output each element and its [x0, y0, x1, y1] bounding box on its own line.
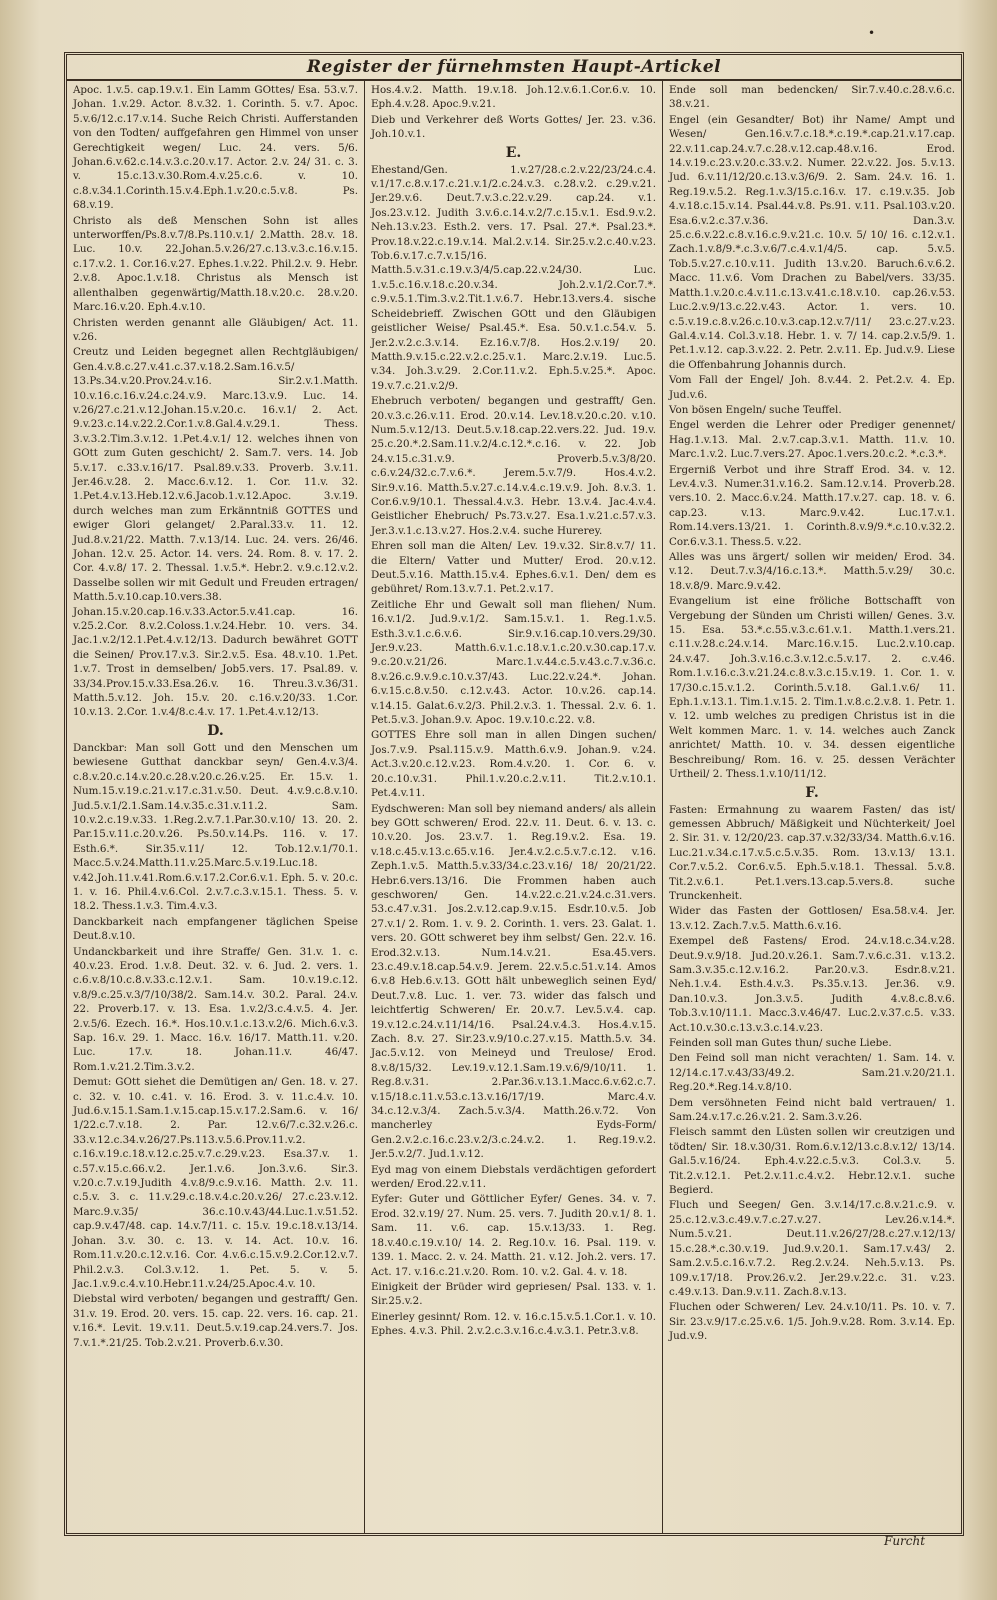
register-entry: Eyd mag von einem Diebstals verdächtigen gefordert werden/ Erod.22.v.11. [371, 1163, 656, 1191]
register-entry: Vom Fall der Engel/ Joh. 8.v.44. 2. Pet.2.v. 4. Ep. Jud.v.6. [669, 374, 955, 401]
register-entry: Ehebruch verboten/ begangen und gestrafft/ Gen. 20.v.3.c.26.v.11. Erod. 20.v.14. Lev.18.v.20.c.20. v.10. Num.5.v.12/13. Deut.5.v.18.cap.22.vers.22. Jud. 19.v. 25.c.20.*.2.Sam.11.v.2/4.c.12.*.c.16. v. 22. Job 24.v.15.c.31.v.9. Proverb.5.v.3/8/20. c.6.v.24/32.c.7.v.6.*. Jerem.5.v.7/9. Hos.4.v.2. Sir.9.v.16. Matth.5.v.27.c.14.v.4.c.19.v.9. Joh. 8.v.3. 1. Cor.6.v.9/10.1. Thessal.4.v.3. Hebr. 13.v.4. Jac.4.v.4. Geistlicher Ehebruch/ Ps.73.v.27. Esa.1.v.21.c.57.v.3. Jer.3.v.1.c.13.v.27. Hos.2.v.4. suche Hurerey. [371, 395, 656, 537]
register-entry: Feinden soll man Gutes thun/ suche Liebe. [669, 1037, 892, 1049]
register-entry: GOTTES Ehre soll man in allen Dingen suchen/ Jos.7.v.9. Psal.115.v.9. Matth.6.v.9. Johan.9. v.24. Act.3.v.20.c.12.v.23. Rom.4.v.20. 1. Cor. 6. v. 20.c.10.v.31. Phil.1.v.20.c.2.v.11. Tit.2.v.10.1. Pet.4.v.11. [371, 729, 656, 800]
column-right [663, 81, 961, 1533]
column-left [67, 81, 365, 1533]
register-entry: Wider das Fasten der Gottlosen/ Esa.58.v.4. Jer. 13.v.12. Zach.7.v.5. Matth.6.v.16. [669, 905, 955, 932]
register-entry: Einigkeit der Brüder wird gepriesen/ Psal. 133. v. 1. Sir.25.v.2. [371, 1280, 656, 1308]
register-entry: Danckbar: Man soll Gott und den Menschen um bewiesene Gutthat danckbar seyn/ Gen.4.v.3/4. c.8.v.20.c.14.v.20.c.28.v.20.c.26.v.25. Er. 15.v. 1. Num.15.v.19.c.21.v.17.c.31.v.50. Deut. 4.v.9.c.8.v.10. Jud.5.v.1/2.1.Sam.14.v.35.c.31.v.11.2. Sam. 10.v.2.c.19.v.33. 1.Reg.2.v.7.1.Par.30.v.10/ 13. 20. 2. Par.15.v.11.c.20.v.26. Ps.50.v.14.Ps. 116. v. 17. Esth.6.*. Sir.35.v.11/ 12. Tob.12.v.1/70.1. Macc.5.v.24.Matth.11.v.25.Marc.5.v.19.Luc.18. v.42.Joh.11.v.41.Rom.6.v.17.2.Cor.6.v.1. Eph. 5. v. 20.c. 1. v. 16. Phil.4.v.6.Col. 2.v.7.c.3.v.15.1. Thess. 5. v. 18.2. Thess.1.v.3. Tim.4.v.3. [73, 741, 358, 913]
register-entry: Dem versöhneten Feind nicht bald vertrauen/ 1. Sam.24.v.17.c.26.v.21. 2. Sam.3.v.26. [669, 1096, 955, 1124]
register-entry: Fleisch sammt den Lüsten sollen wir creutzigen und tödten/ Sir. 18.v.30/31. Rom.6.v.12/13.c.8.v.12/ 13/14. Gal.5.v.16/24. Eph.4.v.22.c.5.v.3. Col.3.v. 5. Tit.2.v.12.1. Pet.2.v.11.c.4.v.2. Hebr.12.v.1. suche Begierd. [669, 1126, 955, 1197]
section-letter: D. [207, 722, 224, 739]
register-entry: Christo als deß Menschen Sohn ist alles unterworffen/Ps.8.v.7/8.Ps.110.v.1/ 2.Matth. 28.v. 18. Luc. 10.v. 22.Johan.5.v.26/27.c.13.v.3.c.16.v.15. c.17.v.2. 1. Cor.16.v.27. Ephes.1.v.22. Phil.2.v. 9. Hebr. 2.v.8. Apoc.1.v.18. Christus als Mensch ist allenthalben gegenwärtig/Matth.18.v.20.c. 28.v.20. Marc.16.v.20. Eph.4.v.10. [73, 214, 358, 314]
register-frame [64, 52, 964, 1536]
register-entry: Ende soll man bedencken/ Sir.7.v.40.c.28.v.6.c. 38.v.21. [669, 84, 955, 111]
register-entry: Demut: GOtt siehet die Demütigen an/ Gen. 18. v. 27. c. 32. v. 10. c.41. v. 16. Erod. 3. v. 11.c.4.v. 10. Jud.6.v.15.1.Sam.1.v.15.cap.15.v.17.2.Sam.6. v. 16/ 1/22.c.7.v.18. 2. Par. 12.v.6/7.c.32.v.26.c. 33.v.12.c.34.v.26/27.Ps.113.v.5.6.Prov.11.v.2. c.16.v.19.c.18.v.12.c.25.v.7.c.29.v.23. Esa.37.v. 1. c.57.v.15.c.66.v.2. Jer.1.v.6. Jon.3.v.6. Sir.3. v.20.c.7.v.19.Judith 4.v.8/9.c.9.v.16. Matth. 2.v. 11. c.5.v. 3. c. 11.v.29.c.18.v.4.c.20.v.26/ 27.c.23.v.12. Marc.9.v.35/ 36.c.10.v.43/44.Luc.1.v.51.52. cap.9.v.47/48. cap. 14.v.7/11. c. 15.v. 19.c.18.v.13/14. Johan. 3.v. 30. c. 13. v. 14. Act. 10.v. 16. Rom.11.v.20.c.12.v.16. Cor. 4.v.6.c.15.v.9.2.Cor.12.v.7. Phil.2.v.3. Col.3.v.12. 1. Pet. 5. v. 5. Jac.1.v.9.c.4.v.10.Hebr.11.v.24/25.Apoc.4.v. 10. [73, 1076, 358, 1290]
register-entry: Ergerniß Verbot und ihre Straff Erod. 34. v. 12. Lev.4.v.3. Numer.31.v.16.2. Sam.12.v.14. Proverb.28. vers.10. 2. Macc.6.v.24. Matth.17.v.27. cap. 18. v. 6. cap.23. v.13. Marc.9.v.42. Luc.17.v.1. Rom.14.vers.13/21. 1. Corinth.8.v.9/9.*.c.10.v.32.2. Cor.6.v.3.1. Thess.5. v.22. [669, 463, 955, 548]
register-entry: Apoc. 1.v.5. cap.19.v.1. Ein Lamm GOttes/ Esa. 53.v.7. Johan. 1.v.29. Actor. 8.v.32. 1. Corinth. 5. v.7. Apoc. 5.v.6/12.c.17.v.14. Suche Reich Christi. Aufferstanden von den Todten/ auffgefahren gen Himmel von unser Gerechtigkeit wegen/ Luc. 24. vers. 5/6. Johan.6.v.62.c.14.v.3.c.20.v.17. Actor. 2.v. 24/ 31. c. 3. v. 15.c.13.v.30.Rom.4.v.25.c.6. v. 10. c.8.v.34.1.Corinth.15.v.4.Eph.1.v.20.c.5.v.8. Ps. 68.v.19. [73, 84, 358, 212]
register-entry: Danckbarkeit nach empfangener täglichen Speise Deut.8.v.10. [73, 915, 358, 943]
register-entry: Alles was uns ärgert/ sollen wir meiden/ Erod. 34. v.12. Deut.7.v.3/4/16.c.13.*. Matth.5.v.29/ 30.c. 18.v.8/9. Marc.9.v.42. [669, 551, 955, 592]
column-middle [365, 81, 663, 1533]
register-entry: Eyfer: Guter und Göttlicher Eyfer/ Genes. 34. v. 7. Erod. 32.v.19/ 27. Num. 25. vers. 7. Judith 20.v.1/ 8. 1. Sam. 11. v.6. cap. 15.v.13/33. 1. Reg. 18.v.40.c.19.v.10/ 14. 2. Reg.10.v. 16. Psal. 119. v. 139. 1. Macc. 2. v. 24. Matth. 21. v.12. Joh.2. vers. 17. Act. 17. v.16.c.21.v.20. Rom. 10. v.2. Gal. 4. v. 18. [371, 1193, 656, 1278]
register-entry: Von bösen Engeln/ suche Teuffel. [669, 403, 842, 416]
corner-mark: • [868, 26, 876, 40]
register-entry: Zeitliche Ehr und Gewalt soll man fliehen/ Num. 16.v.1/2. Jud.9.v.1/2. Sam.15.v.1. 1. Reg.1.v.5. Esth.3.v.1.c.6.v.6. Sir.9.v.16.cap.10.vers.29/30. Jer.9.v.23. Matth.6.v.1.c.18.v.1.c.20.v.30.cap.17.v. 9.c.20.v.21/26. Marc.1.v.44.c.5.v.43.c.7.v.36.c. 8.v.26.c.9.v.9.c.10.v.37/43. Luc.22.v.24.*. Johan. 6.v.15.c.8.v.50. c.12.v.43. Actor. 10.v.26. cap.14. v.14.15. Galat.6.v.2/3. Phil.2.v.3. 1. Thessal. 2.v. 6. 1. Pet.5.v.3. Johan.9.v. Apoc. 19.v.10.c.22. v.8. [371, 598, 656, 727]
register-entry: Creutz und Leiden begegnet allen Rechtgläubigen/ Gen.4.v.8.c.27.v.41.c.37.v.18.2.Sam.16.v.5/ 13.Ps.34.v.20.Prov.24.v.16. Sir.2.v.1.Matth. 10.v.16.c.16.v.24.c.24.v.9. Marc.13.v.9. Luc. 14. v.26/27.c.21.v.12.Johan.15.v.20.c. 16.v.1/ 2. Act. 9.v.23.c.14.v.22.2.Cor.1.v.8.Gal.4.v.29.1. Thess. 3.v.3.2.Tim.3.v.12. 1.Pet.4.v.1/ 12. welches ihnen von GOtt zum Guten geschicht/ 2. Sam.7. vers. 14. Job 5.v.17. c.33.v.16/17. Psal.89.v.33. Proverb. 3.v.11. Jer.46.v.28. 2. Macc.6.v.12. 1. Cor. 11.v. 32. 1.Pet.4.v.13.Heb.12.v.6.Jacob.1.v.12.Apoc. 3.v.19. durch welches man zum Erkänntniß GOTTES und ewiger Glori gelanget/ 2.Paral.33.v. 11. 12. Jud.8.v.21/22. Matth. 7.v.13/14. Luc. 24. vers. 26/46. Johan. 12.v. 25. Actor. 14. vers. 24. Rom. 8. v. 17. 2. Cor. 4.v.8/ 17. 2. Thessal. 1.v.5.*. Hebr.2. v.9.c.12.v.2. Dasselbe sollen wir mit Gedult und Freuden ertragen/ Matth.5.v.10.cap.10.vers.38. Johan.15.v.20.cap.16.v.33.Actor.5.v.41.cap. 16. v.25.2.Cor. 8.v.2.Coloss.1.v.24.Hebr. 10. vers. 34. Jac.1.v.2/12.1.Pet.4.v.12/13. Dadurch bewähret GOTT die Seinen/ Prov.17.v.3. Sir.2.v.5. Esa. 48.v.10. 1.Pet. 1.v.7. Trost in demselben/ Job5.vers. 17. Psal.89. v. 33/34.Prov.15.v.33.Esa.26.v. 16. Threu.3.v.36/31. Matth.5.v.12. Joh. 15.v. 20. c.16.v.20/33. 1.Cor. 10.v.13. 2.Cor. 1.v.4/8.c.4.v. 17. 1.Pet.4.v.12/13. [73, 346, 358, 719]
register-entry: Undanckbarkeit und ihre Straffe/ Gen. 31.v. 1. c. 40.v.23. Erod. 1.v.8. Deut. 32. v. 6. Jud. 2. vers. 1. c.6.v.8/10.c.8.v.33.c.12.v.1. Sam. 10.v.19.c.12. v.8/9.c.25.v.3/7/10/38/2. Sam.14.v. 30.2. Paral. 24.v. 22. Proverb.17. v. 13. Esa. 1.v.2/3.c.4.v.5. 4. Jer. 2.v.5/6. Ezech. 16.*. Hos.10.v.1.c.13.v.2/6. Mich.6.v.3. Sap. 16.v. 29. 1. Macc. 16.v. 16/17. Matth.11. v.20. Luc. 17.v. 18. Johan.11.v. 46/47. Rom.1.v.21.2.Tim.3.v.2. [73, 945, 358, 1073]
register-entry: Eydschweren: Man soll bey niemand anders/ als allein bey GOtt schweren/ Erod. 22.v. 11. Deut. 6. v. 13. c. 10.v.20. Jos. 23.v.7. 1. Reg.19.v.2. Esa. 19. v.18.c.45.v.13.c.65.v.16. Jer.4.v.2.c.5.v.7.c.12. v.16. Zeph.1.v.5. Matth.5.v.33/34.c.23.v.16/ 18/ 20/21/22. Hebr.6.vers.13/16. Die Frommen haben auch geschworen/ Gen. 14.v.22.c.21.v.24.c.31.vers. 53.c.47.v.31. Jos.2.v.12.cap.9.v.15. Esdr.10.v.5. Job 27.v.1/ 2. Rom. 1. v. 9. 2. Corinth. 1. vers. 23. Galat. 1. vers. 20. GOtt schweret bey ihm selbst/ Gen. 22.v. 16. Erod.32.v.13. Num.14.v.21. Esa.45.vers. 23.c.49.v.18.cap.54.v.9. Jerem. 22.v.5.c.51.v.14. Amos 6.v.8 Heb.6.v.13. GOtt hält unbeweglich seinen Eyd/ Deut.7.v.8. Luc. 1. ver. 73. wider das falsch und leichtfertig Schweren/ Er. 20.v.7. Lev.5.v.4. cap. 19.v.12.c.24.v.11/14/16. Psal.24.v.4.3. Hos.4.v.15. Zach. 8.v. 27. Sir.23.v.9/10.c.27.v.15. Matth.5.v. 34. Jac.5.v.12. von Meineyd und Treulose/ Erod. 8.v.8/15/32. Lev.19.v.12.1.Sam.19.v.6/9/10/11. 1. Reg.8.v.31. 2.Par.36.v.13.1.Macc.6.v.62.c.7. v.15/18.c.11.v.53.c.13.v.16/17/19. Marc.4.v. 34.c.12.v.3/4. Zach.5.v.3/4. Matth.26.v.72. Von mancherley Eyds-Form/ Gen.2.v.2.c.16.c.23.v.2/3.c.24.v.2. 1. Reg.19.v.2. Jer.5.v.2/7. Jud.1.v.12. [371, 802, 656, 1161]
register-entry: Den Feind soll man nicht verachten/ 1. Sam. 14. v. 12/14.c.17.v.43/33/49.2. Sam.21.v.20/21.1. Reg.20.*.Reg.14.v.8/10. [669, 1052, 955, 1094]
register-entry: Dieb und Verkehrer deß Worts Gottes/ Jer. 23. v.36. Joh.10.v.1. [371, 113, 656, 141]
register-entry: Evangelium ist eine fröliche Bottschafft von Vergebung der Sünden um Christi willen/ Genes. 3.v. 15. Esa. 53.*.c.55.v.3.c.61.v.1. Matth.1.vers.21. c.11.v.28.c.24.v.14. Marc.16.v.15. Luc.2.v.10.cap. 24.v.47. Joh.3.v.16.c.3.v.12.c.5.v.17. 2. c.v.46. Rom.1.v.16.c.3.v.21.24.c.8.v.3.c.15.v.19. 1. Cor. 1. v. 17/30.c.15.v.1.2. Corinth.5.v.18. Gal.1.v.6/ 11. Eph.1.v.13.1. Tim.1.v.15. 2. Tim.1.v.8.c.2.v.8. 1. Petr. 1. v. 12. umb welches zu predigen Christus ist in die Welt kommen Marc. 1. v. 14. welches auch Zanck anrichtet/ Matth. 10. v. 34. dessen eigentliche Beschreibung/ Rom. 16. v. 25. dessen Verächter Urtheil/ 2. Thess.1.v.10/11/12. [669, 595, 955, 781]
register-entry: Fluch und Seegen/ Gen. 3.v.14/17.c.8.v.21.c.9. v. 25.c.12.v.3.c.49.v.7.c.27.v.27. Lev.26.v.14.*. Num.5.v.21. Deut.11.v.26/27/28.c.27.v.12/13/ 15.c.28.*.c.30.v.19. Jud.9.v.20.1. Sam.17.v.43/ 2. Sam.2.v.5.c.16.v.7.2. Reg.2.v.24. Neh.5.v.13. Ps. 109.v.17/18. Prov.26.v.2. Jer.29.v.22.c. 31. v.23. c.49.v.13. Dan.9.v.11. Zach.8.v.13. [669, 1199, 955, 1298]
catchword: Furcht [884, 1534, 926, 1548]
section-letter: E. [505, 144, 522, 161]
register-entry: Ehestand/Gen. 1.v.27/28.c.2.v.22/23/24.c.4. v.1/17.c.8.v.17.c.21.v.1/2.c.24.v.3. c.28.v.2. c.29.v.21. Jer.29.v.6. Deut.7.v.3.c.22.v.29. cap.24. v.1. Jos.23.v.12. Judith 3.v.6.c.14.v.2/7.c.15.v.1. Esd.9.v.2. Neh.13.v.23. Esth.2. vers. 17. Psal. 27.*. Psal.23.*. Prov.18.v.22.c.19.v.14. Mal.2.v.14. Sir.25.v.2.c.40.v.23. Tob.6.v.17.c.7.v.15/16. Matth.5.v.31.c.19.v.3/4/5.cap.22.v.24/30. Luc. 1.v.5.c.16.v.18.c.20.v.34. Joh.2.v.1/2.Cor.7.*. c.9.v.5.1.Tim.3.v.2.Tit.1.v.6.7. Hebr.13.vers.4. sische Scheidebrieff. Zwischen GOtt und den Gläubigen geistlicher Weise/ Psal.45.*. Esa. 50.v.1.c.54.v. 5. Jer.2.v.2.c.3.v.14. Ez.16.v.7/8. Hos.2.v.19/ 20. Matth.9.v.15.c.22.v.2.c.25.v.1. Marc.2.v.19. Luc.5. v.34. Joh.3.v.29. 2.Cor.11.v.2. Eph.5.v.25.*. Apoc. 19.v.7.c.21.v.2/9. [371, 163, 656, 392]
register-entry: Diebstal wird verboten/ begangen und gestrafft/ Gen. 31.v. 19. Erod. 20. vers. 15. cap. 22. vers. 16. cap. 21. v.16.*. Levit. 19.v.11. Deut.5.v.19.cap.24.vers.7. Jos. 7.v.1.*.21/25. Tob.2.v.21. Proverb.6.v.30. [73, 1293, 358, 1349]
register-entry: Fasten: Ermahnung zu waarem Fasten/ das ist/ gemessen Abbruch/ Mäßigkeit und Nüchterkeit/ Joel 2. Sir. 31. v. 12/20/23. cap.37.v.32/33/34. Matth.6.v.16. Luc.21.v.34.c.17.v.5.c.5.v.35. Rom. 13.v.13/ 13.1. Cor.7.v.5.2. Cor.6.v.5. Eph.5.v.18.1. Thessal. 5.v.8. Tit.2.v.6.1. Pet.1.vers.13.cap.5.vers.8. suche Trunckenheit. [669, 803, 955, 902]
register-entry: Fluchen oder Schweren/ Lev. 24.v.10/11. Ps. 10. v. 7. Sir. 23.v.9/17.c.25.v.6. 1/5. Joh.9.v.28. Rom. 3.v.14. Ep. Jud.v.9. [669, 1301, 955, 1343]
register-entry: Einerley gesinnt/ Rom. 12. v. 16.c.15.v.5.1.Cor.1. v. 10. Ephes. 4.v.3. Phil. 2.v.2.c.3.v.16.c.4.v.3.1. Petr.3.v.8. [371, 1310, 656, 1338]
register-entry: Hos.4.v.2. Matth. 19.v.18. Joh.12.v.6.1.Cor.6.v. 10. Eph.4.v.28. Apoc.9.v.21. [371, 84, 656, 111]
register-entry: Engel (ein Gesandter/ Bot) ihr Name/ Ampt und Wesen/ Gen.16.v.7.c.18.*.c.19.*.cap.21.v.17.cap. 22.v.11.cap.24.v.7.c.28.v.12.cap.48.v.16. Erod. 14.v.19.c.23.v.20.c.33.v.2. Numer. 22.v.22. Jos. 5.v.13. Jud. 6.v.11/12/20.c.13.v.3/6/9. 2. Sam. 24.v. 16. 1. Reg.19.v.5.2. Reg.1.v.3/15.c.16.v. 17. c.19.v.35. Job 4.v.18.c.15.v.14. Psal.44.v.8. Ps.91. v.11. Psal.103.v.20. Esa.6.v.2.c.37.v.36. Dan.3.v. 25.c.6.v.22.c.8.v.16.c.9.v.21.c. 10.v. 5/ 10/ 16. c.12.v.1. Zach.1.v.8/9.*.c.3.v.6/7.c.4.v.1/4/5. cap. 5.v.5. Tob.5.v.27.c.10.v.11. Judith 13.v.20. Baruch.6.v.6.2. Macc. 11.v.6. Vom Drachen zu Babel/vers. 33/35. Matth.1.v.20.c.4.v.11.c.13.v.41.c.18.v.10. cap.26.v.53. Luc.2.v.9/13.c.22.v.43. Actor. 1. vers. 10. c.5.v.19.c.8.v.26.c.10.v.3.cap.12.v.7/11/ 23.c.27.v.23. Gal.4.v.14. Col.3.v.18. Hebr. 1. v. 7/ 14. cap.2.v.5/9. 1. Pet.1.v.12. cap.3.v.22. 2. Petr. 2.v.11. Ep. Jud.v.9. Liese die Offenbahrung Johannis durch. [669, 113, 955, 371]
register-entry: Christen werden genannt alle Gläubigen/ Act. 11. v.26. [73, 316, 358, 343]
register-entry: Exempel deß Fastens/ Erod. 24.v.18.c.34.v.28. Deut.9.v.9/18. Jud.20.v.26.1. Sam.7.v.6.c.31. v.13.2. Sam.3.v.35.c.12.v.16.2. Par.20.v.3. Esdr.8.v.21. Neh.1.v.4. Esth.4.v.3. Ps.35.v.13. Jer.36. v.9. Dan.10.v.3. Jon.3.v.5. Judith 4.v.8.c.8.v.6. Tob.3.v.10/11.1. Macc.3.v.46/47. Luc.2.v.37.c.5. v.33. Act.10.v.30.c.13.v.3.c.14.v.23. [669, 935, 955, 1034]
register-entry: Ehren soll man die Alten/ Lev. 19.v.32. Sir.8.v.7/ 11. die Eltern/ Vatter und Mutter/ Erod. 20.v.12. Deut.5.v.16. Matth.15.v.4. Ephes.6.v.1. Den/ dem es gebühret/ Rom.13.v.7.1. Pet.2.v.17. [371, 540, 656, 596]
register-entry: Engel werden die Lehrer oder Prediger genennet/ Hag.1.v.13. Mal. 2.v.7.cap.3.v.1. Matth. 11.v. 10. Marc.1.v.2. Luc.7.vers.27. Apoc.1.vers.20.c.2. *.c.3.*. [669, 419, 955, 461]
page-title: Register der fürnehmsten Haupt-Artickel [67, 55, 961, 81]
section-letter: F. [805, 784, 819, 801]
columns-container [67, 81, 961, 1533]
